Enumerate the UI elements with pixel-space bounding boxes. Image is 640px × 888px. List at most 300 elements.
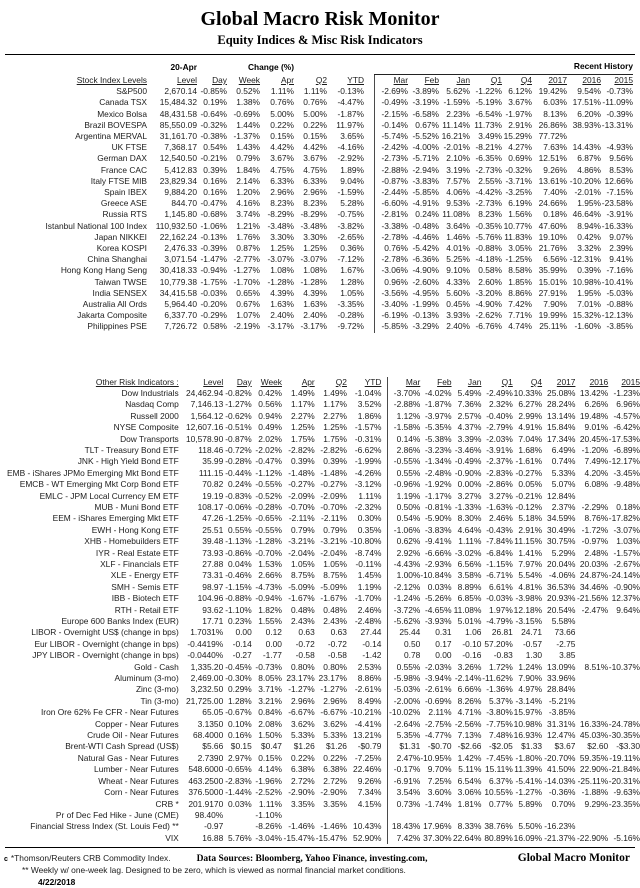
cell: 22.90% <box>579 764 609 775</box>
cell: -0.72 <box>327 638 347 649</box>
cell: 10.55% <box>484 787 513 798</box>
cell: 8.26% <box>457 695 482 706</box>
table-row <box>7 422 640 433</box>
cell: 73.31 <box>202 570 224 581</box>
cell: 2.60% <box>478 276 502 287</box>
cell: -1.61% <box>515 456 543 467</box>
cell: 0.16% <box>203 175 227 186</box>
row-label: Jakarta Composite <box>77 310 147 321</box>
cell: -3.04% <box>255 832 282 843</box>
cell: -2.09% <box>320 490 347 501</box>
table-row <box>7 434 640 445</box>
cell: 12.18% <box>513 604 543 615</box>
table-row <box>7 502 640 513</box>
cell: 0.39% <box>577 265 601 276</box>
cell: 70.82 <box>202 479 224 490</box>
cell: 0.70% <box>551 798 576 809</box>
row-label: UK FTSE <box>111 142 147 153</box>
cell: -2.82% <box>320 444 347 455</box>
cell: -0.35% <box>475 220 502 231</box>
cell: 0.49% <box>258 422 282 433</box>
cell: 35.99% <box>538 265 567 276</box>
cell: -0.12% <box>515 501 543 512</box>
cell: -2.37% <box>486 456 513 467</box>
cell: 12,607.16 <box>185 422 224 433</box>
cell: 548.6000 <box>188 764 224 775</box>
column-header: Week <box>260 376 282 387</box>
cell: -0.55% <box>393 456 421 467</box>
cell: 4.81% <box>518 581 543 592</box>
cell: -2.79% <box>486 422 513 433</box>
cell: 20.45% <box>579 433 609 444</box>
cell: 3.67% <box>270 153 294 164</box>
cell: -1.77 <box>262 650 282 661</box>
cell <box>575 810 608 821</box>
cell: 2.02% <box>258 433 282 444</box>
cell: 0.76% <box>270 97 294 108</box>
group-divider <box>364 153 374 164</box>
cell <box>575 821 608 832</box>
cell: 30.49% <box>547 524 576 535</box>
cell: -6.67% <box>288 707 315 718</box>
cell: 45.03% <box>579 730 609 741</box>
table-row <box>7 388 640 399</box>
cell: -0.32% <box>200 119 227 130</box>
cell: 1.25% <box>303 243 327 254</box>
cell: -1.36% <box>486 684 513 695</box>
cell: 3.54% <box>396 787 421 798</box>
cell: 5.35% <box>396 730 421 741</box>
table-row <box>7 131 633 142</box>
cell: -10.37% <box>608 661 640 672</box>
cell: -2.61% <box>354 684 382 695</box>
cell: -1.96% <box>255 775 282 786</box>
cell: -2.67% <box>613 558 640 569</box>
row-label: IYR - Real Estate ETF <box>95 547 179 558</box>
cell: -8.74% <box>354 547 382 558</box>
cell: 19.48% <box>579 410 609 421</box>
cell: 11.14% <box>442 119 470 130</box>
cell: 0.56% <box>258 399 282 410</box>
cell: -10.95% <box>420 752 452 763</box>
cell: -20.70% <box>544 752 576 763</box>
cell: -2.47% <box>581 604 609 615</box>
cell: 12.84% <box>547 490 576 501</box>
cell: 0.14% <box>396 433 421 444</box>
cell: 3.49% <box>478 131 502 142</box>
cell: -5.03% <box>393 684 421 695</box>
cell: 0.00 <box>435 650 452 661</box>
cell: -3.91% <box>486 444 513 455</box>
cell: 27.44 <box>360 627 382 638</box>
cell: -1.27% <box>320 684 347 695</box>
cell: -4.90% <box>412 265 439 276</box>
row-label: Argentina MERVAL <box>75 131 147 142</box>
cell <box>608 821 640 832</box>
cell: -5.09% <box>288 581 315 592</box>
table-row <box>7 764 640 775</box>
table-row <box>7 243 633 254</box>
cell: -2.88% <box>381 164 408 175</box>
cell: 463.2500 <box>188 775 224 786</box>
cell: 0.39% <box>323 456 347 467</box>
cell: -2.65% <box>337 231 364 242</box>
cell <box>575 696 608 707</box>
cell: -2.12% <box>393 581 421 592</box>
cell: 0.12 <box>265 627 282 638</box>
cell: 1.75% <box>323 433 347 444</box>
cell: 34,415.58 <box>159 287 197 298</box>
cell: -2.73% <box>381 153 408 164</box>
row-label: Dow Industrials <box>121 387 179 398</box>
cell: -3.82% <box>337 220 364 231</box>
footnote-crb: *Thomson/Reuters CRB Commodity Index. <box>10 853 171 864</box>
header-date: 20-Apr <box>170 61 197 72</box>
cell: -0.39% <box>200 243 227 254</box>
cell: -1.25% <box>505 254 532 265</box>
cell: -1.37% <box>233 131 260 142</box>
cell: 0.79% <box>290 524 315 535</box>
table-row <box>7 536 640 547</box>
cell: 1.38% <box>236 97 260 108</box>
cell: 41.50% <box>547 764 576 775</box>
cell: -0.94% <box>200 265 227 276</box>
cell: 2.27% <box>290 410 315 421</box>
table-row <box>7 86 633 97</box>
cell: -3.38% <box>381 220 408 231</box>
cell: 6.56% <box>543 254 567 265</box>
cell: 4.37% <box>457 422 482 433</box>
cell: 10.98% <box>513 718 543 729</box>
cell: 1.82% <box>258 604 282 615</box>
cell: -3.06% <box>381 265 408 276</box>
cell: -1.97% <box>505 108 532 119</box>
cell: -1.60% <box>574 321 601 332</box>
cell: 1.43% <box>236 142 260 153</box>
cell: -22.90% <box>577 832 609 843</box>
row-label: France CAC <box>100 164 147 175</box>
cell: 1.05% <box>323 558 347 569</box>
cell: 2.72% <box>290 775 315 786</box>
cell: -6.91% <box>393 775 421 786</box>
cell: 2.43% <box>290 616 315 626</box>
cell: 4.42% <box>303 142 327 153</box>
cell <box>481 810 512 821</box>
cell: 2.91% <box>508 119 532 130</box>
cell: -4.77% <box>424 730 452 741</box>
cell: 3.32% <box>577 243 601 254</box>
row-label: Brazil BOVESPA <box>84 119 147 130</box>
cell: 7.90% <box>518 673 543 684</box>
cell: -10.21% <box>350 707 382 718</box>
cell: -0.44% <box>225 467 252 478</box>
cell: -2.00% <box>393 695 421 706</box>
cell: 24.87% <box>579 570 609 581</box>
cell: 47.60% <box>538 220 567 231</box>
cell: 7.90% <box>543 299 567 310</box>
cell: 0.31 <box>435 627 452 638</box>
cell: $0.47 <box>260 741 282 752</box>
cell: -0.58 <box>295 650 315 661</box>
cell: 98.97 <box>202 581 224 592</box>
cell: -0.13% <box>337 86 364 97</box>
cell <box>608 696 640 707</box>
cell: 0.79% <box>323 524 347 535</box>
cell: 2,469.00 <box>190 673 224 684</box>
cell: 65.05 <box>202 707 224 718</box>
cell: 0.50% <box>396 501 421 512</box>
cell: 3.67% <box>508 97 532 108</box>
cell: -2.73% <box>475 198 502 209</box>
cell: 11.08% <box>453 604 482 615</box>
data-sources-label: Data Sources: Bloomberg, Yahoo Finance, investing.com, <box>196 854 428 865</box>
cell: -5.52% <box>412 131 439 142</box>
cell: -2.44% <box>381 187 408 198</box>
row-label: Corn - Near Futures <box>104 787 179 798</box>
cell: 3.35% <box>323 798 347 809</box>
row-label: Eur LIBOR - Overnight (change in bps) <box>34 638 179 649</box>
cell: 1.81% <box>457 798 482 809</box>
cell: -1.75% <box>200 276 227 287</box>
cell: 6.33% <box>270 175 294 186</box>
cell: 23,829.34 <box>159 175 197 186</box>
cell: 24.71 <box>521 627 543 638</box>
cell: -21.37% <box>544 832 576 843</box>
cell: 5.58% <box>551 616 576 626</box>
cell: 0.45% <box>446 299 470 310</box>
cell: 2,670.14 <box>164 86 197 97</box>
cell: 0.55% <box>228 524 252 535</box>
cell: -10.20% <box>569 175 601 186</box>
row-label: Dow Transports <box>120 433 179 444</box>
cell: -24.14% <box>608 570 640 581</box>
cell: 3.60% <box>427 787 452 798</box>
cell: 0.84% <box>258 707 282 718</box>
cell: 8.51% <box>584 661 609 672</box>
cell: -2.04% <box>320 547 347 558</box>
cell: 12.51% <box>538 153 567 164</box>
cell: 85,550.09 <box>159 119 197 130</box>
cell: 3.26% <box>457 661 482 672</box>
section-label: Stock Index Levels <box>76 74 147 85</box>
cell <box>608 491 640 502</box>
column-header: Q4 <box>530 376 543 387</box>
cell: 3,071.54 <box>164 254 197 265</box>
cell: 39.48 <box>202 536 224 547</box>
cell: 0.55% <box>396 661 421 672</box>
cell: 25.08% <box>547 387 576 398</box>
cell: 9.64% <box>616 604 640 615</box>
cell: -4.43% <box>393 558 421 569</box>
cell <box>601 131 633 142</box>
row-label: Taiwan TWSE <box>94 276 147 287</box>
row-label: XHB - Homebuilders ETF <box>84 536 179 547</box>
cell: -0.28% <box>255 501 282 512</box>
column-header: YTD <box>347 74 364 85</box>
cell: 118.46 <box>198 444 224 455</box>
row-label: XLF - Financials ETF <box>100 558 179 569</box>
cell: -1.34% <box>424 456 452 467</box>
cell: -0.62% <box>225 410 252 421</box>
group-divider <box>364 176 374 187</box>
cell: -1.63% <box>486 501 513 512</box>
cell: 9.26% <box>543 164 567 175</box>
cell: 0.35% <box>357 524 382 535</box>
cell: 6.61% <box>489 581 513 592</box>
table-row <box>7 198 633 209</box>
column-header: Q4 <box>520 75 532 85</box>
table-row <box>7 570 640 581</box>
cell: 9.26% <box>357 775 382 786</box>
cell <box>575 627 608 638</box>
cell: $5.66 <box>202 741 224 752</box>
cell: -3.23% <box>424 444 452 455</box>
cell: 0.22% <box>303 119 327 130</box>
cell: 0.00 <box>235 627 252 638</box>
cell: -2.77% <box>233 254 260 265</box>
cell: -5.26% <box>424 593 452 604</box>
cell <box>513 810 542 821</box>
cell: 4.39% <box>303 287 327 298</box>
cell: -6.89% <box>613 444 640 455</box>
cell: 2.96% <box>303 187 327 198</box>
cell: 2.55% <box>478 175 502 186</box>
cell: -0.06% <box>225 501 252 512</box>
cell: 1.56% <box>508 209 532 220</box>
cell: 7.49% <box>584 456 609 467</box>
cell: 4.97% <box>518 684 543 695</box>
cell <box>608 810 640 821</box>
cell: 1.7031% <box>190 627 224 638</box>
cell: 7,146.13 <box>190 399 224 410</box>
table-row <box>7 821 640 832</box>
cell: 0.19% <box>203 97 227 108</box>
group-divider <box>364 254 374 265</box>
cell: 22,162.24 <box>159 231 197 242</box>
cell: $2.60 <box>587 741 609 752</box>
row-label: Spain IBEX <box>104 187 147 198</box>
cell: -3.72% <box>393 604 421 615</box>
cell: -2.62% <box>475 310 502 321</box>
cell: 0.22% <box>270 119 294 130</box>
cell: 0.50 <box>404 638 421 649</box>
cell: 12.37% <box>611 593 640 604</box>
cell <box>315 810 347 821</box>
cell: 0.36% <box>340 243 364 254</box>
cell: 31.31% <box>547 718 576 729</box>
cell: 1.05% <box>290 558 315 569</box>
section-label: Other Risk Indicators : <box>95 376 179 387</box>
cell: $3.67 <box>554 741 576 752</box>
report-title: Global Macro Risk Monitor <box>200 8 440 30</box>
cell: 16.93% <box>513 730 543 741</box>
cell: 7.71% <box>508 310 532 321</box>
table-row <box>7 288 633 299</box>
cell <box>575 616 608 627</box>
cell: 2.08% <box>258 718 282 729</box>
cell: 1,564.12 <box>190 410 224 421</box>
column-header: 2015 <box>614 75 633 85</box>
table-row <box>7 616 640 627</box>
cell: 15.11% <box>484 764 513 775</box>
column-header: Q1 <box>490 75 502 85</box>
cell: 4.16% <box>236 198 260 209</box>
cell: -0.57 <box>522 638 543 649</box>
cell: 0.67% <box>415 119 439 130</box>
cell: -1.67% <box>320 593 347 604</box>
cell: -1.25% <box>225 513 252 524</box>
cell: 6.03% <box>543 97 567 108</box>
cell: -1.12% <box>255 467 282 478</box>
cell: 6.85% <box>457 593 482 604</box>
cell: -0.96% <box>393 479 421 490</box>
bottom-rule <box>5 847 635 848</box>
cell: -4.47% <box>337 97 364 108</box>
cell: 3.30% <box>270 231 294 242</box>
cell: -2.93% <box>424 558 452 569</box>
cell: 0.05% <box>518 479 543 490</box>
cell: -0.70% <box>255 547 282 558</box>
cell: 9.07% <box>609 231 633 242</box>
cell: -$3.30 <box>616 741 640 752</box>
cell: 1,145.80 <box>164 209 197 220</box>
cell: 2.47% <box>396 752 421 763</box>
cell: 2.72% <box>323 775 347 786</box>
row-label: XLE - Energy ETF <box>110 570 179 581</box>
cell: 7,726.72 <box>164 321 197 332</box>
risk-indicators-table <box>7 377 640 844</box>
cell: -7.84% <box>486 536 513 547</box>
cell: 5.60% <box>446 287 470 298</box>
row-label: Korea KOSPI <box>96 243 147 254</box>
cell: -1.17% <box>424 490 452 501</box>
cell: -12.13% <box>601 310 633 321</box>
cell: 1.49% <box>323 387 347 398</box>
cell <box>282 810 315 821</box>
cell: -8.26% <box>255 821 282 832</box>
cell: -4.79% <box>486 616 513 626</box>
cell: -0.70% <box>320 501 347 512</box>
cell: 21.76% <box>538 243 567 254</box>
cell: -1.46% <box>288 821 315 832</box>
cell: -2.60% <box>412 276 439 287</box>
cell: 3.62% <box>323 718 347 729</box>
row-label: Istanbul National 100 Index <box>45 220 147 231</box>
header-recent-group: Recent History <box>374 57 633 75</box>
top-rule <box>5 54 635 55</box>
cell: 0.30% <box>357 513 382 524</box>
cell: -1.24% <box>393 593 421 604</box>
cell: 3.21% <box>258 695 282 706</box>
cell: 3.71% <box>258 684 282 695</box>
cell: -5.03% <box>606 287 633 298</box>
cell: -12.31% <box>569 254 601 265</box>
group-divider <box>364 86 374 97</box>
cell: 2.37% <box>551 501 576 512</box>
cell: 5.54% <box>518 570 543 581</box>
cell: -6.58% <box>412 108 439 119</box>
table-row <box>7 479 640 490</box>
cell: -2.56% <box>454 718 482 729</box>
cell: 4.75% <box>270 164 294 175</box>
group-divider <box>364 97 374 108</box>
cell: 80.89% <box>484 832 513 843</box>
cell: 1.30 <box>525 650 543 661</box>
cell: 7.13% <box>457 730 482 741</box>
cell: 2.43% <box>323 616 347 626</box>
cell: -2.83% <box>486 467 513 478</box>
cell: -1.80% <box>515 752 543 763</box>
